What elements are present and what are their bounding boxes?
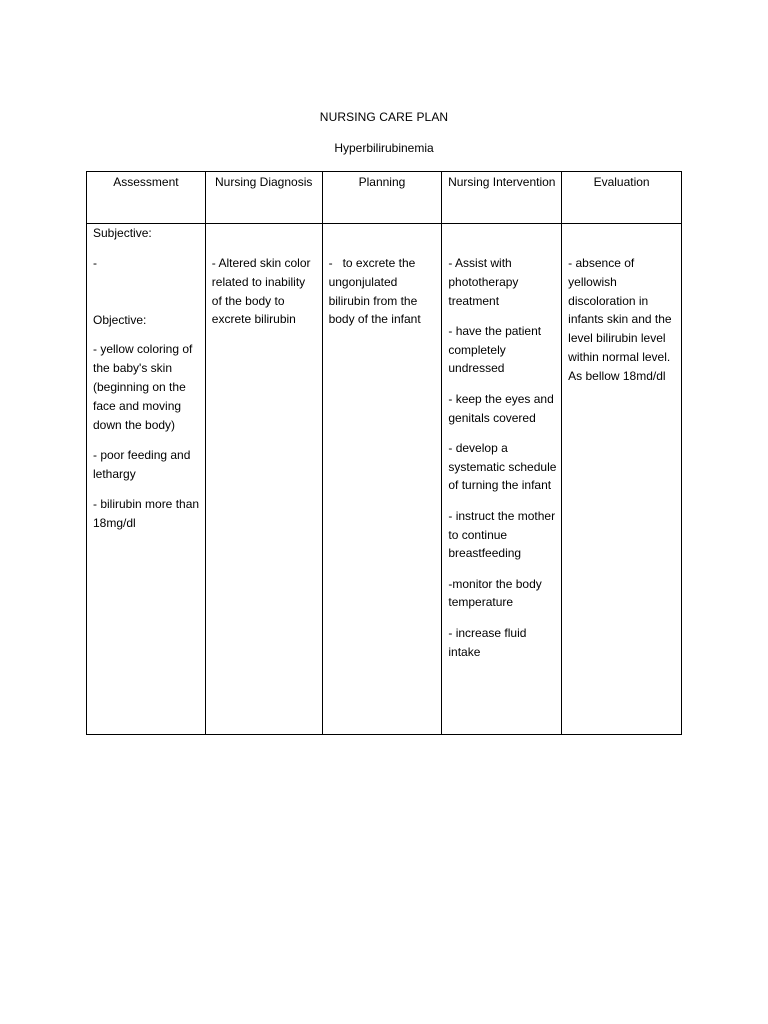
- intervention-item: - have the patient completely undressed: [448, 323, 542, 376]
- intervention-item: - Assist with phototherapy treatment: [448, 256, 519, 308]
- intervention-item: - increase fluid intake: [448, 625, 527, 659]
- evaluation-cell: [562, 224, 682, 735]
- table-row: [87, 224, 682, 735]
- header-planning: Planning: [322, 172, 442, 224]
- intervention-item: -monitor the body temperature: [448, 576, 542, 610]
- nursing-diagnosis-cell: [205, 224, 322, 735]
- header-nursing-intervention: Nursing Intervention: [442, 172, 562, 224]
- nursing-intervention-cell: [442, 224, 562, 735]
- intervention-item: - instruct the mother to continue breastfeeding: [448, 508, 556, 561]
- care-plan-table: [86, 171, 682, 735]
- page-title: NURSING CARE PLAN: [319, 110, 449, 124]
- header-evaluation: Evaluation: [562, 172, 682, 224]
- assessment-cell: [87, 224, 206, 735]
- objective-item: - yellow coloring of the baby's skin (beginning on the face and moving down the body): [93, 342, 193, 432]
- evaluation-item: - absence of yellowish discoloration in infants skin and the level bilirubin level within normal level. As bellow 18md/dl: [568, 256, 672, 383]
- intervention-item: - keep the eyes and genitals covered: [448, 391, 554, 425]
- objective-item: - bilirubin more than 18mg/dl: [93, 496, 200, 530]
- table-header-row: [87, 172, 682, 224]
- objective-label: Objective:: [93, 312, 147, 327]
- header-assessment: Assessment: [87, 172, 206, 224]
- subjective-label: Subjective:: [93, 226, 152, 240]
- objective-item: - poor feeding and lethargy: [93, 447, 191, 481]
- page-subtitle: Hyperbilirubinemia: [334, 141, 434, 155]
- header-nursing-diagnosis: Nursing Diagnosis: [205, 172, 322, 224]
- diagnosis-item: - Altered skin color related to inability of the body to excrete bilirubin: [211, 256, 311, 327]
- planning-item: - to excrete the ungonjulated bilirubin from the body of the infant: [328, 256, 421, 327]
- subjective-item: -: [93, 255, 97, 270]
- intervention-item: - develop a systematic schedule of turning the infant: [448, 440, 557, 493]
- planning-cell: [322, 224, 442, 735]
